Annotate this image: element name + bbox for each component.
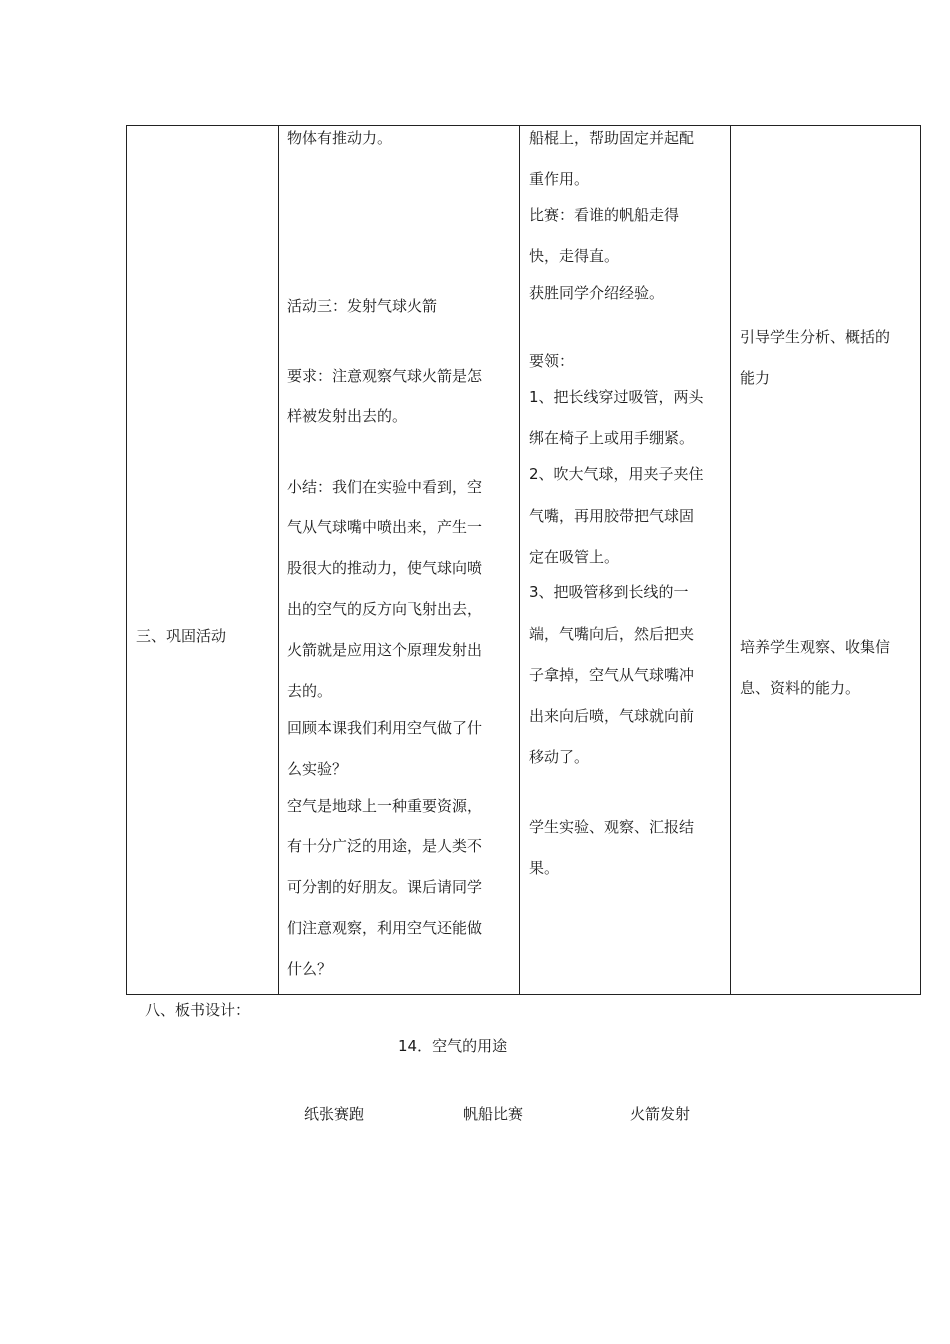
- teacher-text-line: 有十分广泛的用途，是人类不: [287, 837, 483, 855]
- teacher-text-line: 空气是地球上一种重要资源，: [287, 797, 483, 815]
- teacher-text-line: 么实验？: [287, 760, 348, 778]
- board-design-heading: 八、板书设计：: [145, 1001, 251, 1019]
- teacher-text-line: 样被发射出去的。: [287, 407, 408, 425]
- board-title: 14．空气的用途: [398, 1037, 508, 1055]
- intent-text-line: 引导学生分析、概括的: [740, 328, 891, 346]
- teacher-text-line: 去的。: [287, 682, 333, 700]
- intent-text-line: 培养学生观察、收集信: [740, 638, 891, 656]
- intent-text-line: 息、资料的能力。: [740, 679, 861, 697]
- column-divider: [730, 126, 731, 994]
- student-text-line: 3、把吸管移到长线的一: [529, 583, 689, 601]
- board-item: 纸张赛跑: [304, 1105, 365, 1123]
- teacher-text-line: 出的空气的反方向飞射出去，: [287, 600, 483, 618]
- column-divider: [278, 126, 279, 994]
- student-text-line: 2、吹大气球，用夹子夹住: [529, 465, 704, 483]
- student-text-line: 端，气嘴向后，然后把夹: [529, 625, 695, 643]
- student-text-line: 果。: [529, 859, 560, 877]
- student-text-line: 移动了。: [529, 748, 590, 766]
- student-text-line: 要领：: [529, 352, 575, 370]
- student-text-line: 子拿掉，空气从气球嘴冲: [529, 666, 695, 684]
- student-text-line: 定在吸管上。: [529, 548, 620, 566]
- teacher-text-line: 小结：我们在实验中看到，空: [287, 478, 483, 496]
- teacher-text-line: 火箭就是应用这个原理发射出: [287, 641, 483, 659]
- teacher-text-line: 气从气球嘴中喷出来，产生一: [287, 518, 483, 536]
- student-text-line: 学生实验、观察、汇报结: [529, 818, 695, 836]
- board-item: 帆船比赛: [463, 1105, 524, 1123]
- student-text-line: 重作用。: [529, 170, 590, 188]
- teacher-text-line: 可分割的好朋友。课后请同学: [287, 878, 483, 896]
- board-item: 火箭发射: [630, 1105, 691, 1123]
- teacher-text-line: 物体有推动力。: [287, 129, 393, 147]
- student-text-line: 1、把长线穿过吸管，两头: [529, 388, 704, 406]
- teacher-text-line: 们注意观察，利用空气还能做: [287, 919, 483, 937]
- student-text-line: 比赛：看谁的帆船走得: [529, 206, 680, 224]
- student-text-line: 获胜同学介绍经验。: [529, 284, 665, 302]
- stage-label: 三、巩固活动: [136, 627, 227, 645]
- teacher-text-line: 回顾本课我们利用空气做了什: [287, 719, 483, 737]
- intent-text-line: 能力: [740, 369, 771, 387]
- teacher-text-line: 活动三：发射气球火箭: [287, 297, 438, 315]
- student-text-line: 出来向后喷，气球就向前: [529, 707, 695, 725]
- lesson-table: [126, 125, 921, 995]
- student-text-line: 绑在椅子上或用手绷紧。: [529, 429, 695, 447]
- teacher-text-line: 什么？: [287, 960, 333, 978]
- student-text-line: 船棍上，帮助固定并起配: [529, 129, 695, 147]
- teacher-text-line: 股很大的推动力，使气球向喷: [287, 559, 483, 577]
- teacher-text-line: 要求：注意观察气球火箭是怎: [287, 367, 483, 385]
- student-text-line: 气嘴，再用胶带把气球固: [529, 507, 695, 525]
- student-text-line: 快，走得直。: [529, 247, 620, 265]
- column-divider: [519, 126, 520, 994]
